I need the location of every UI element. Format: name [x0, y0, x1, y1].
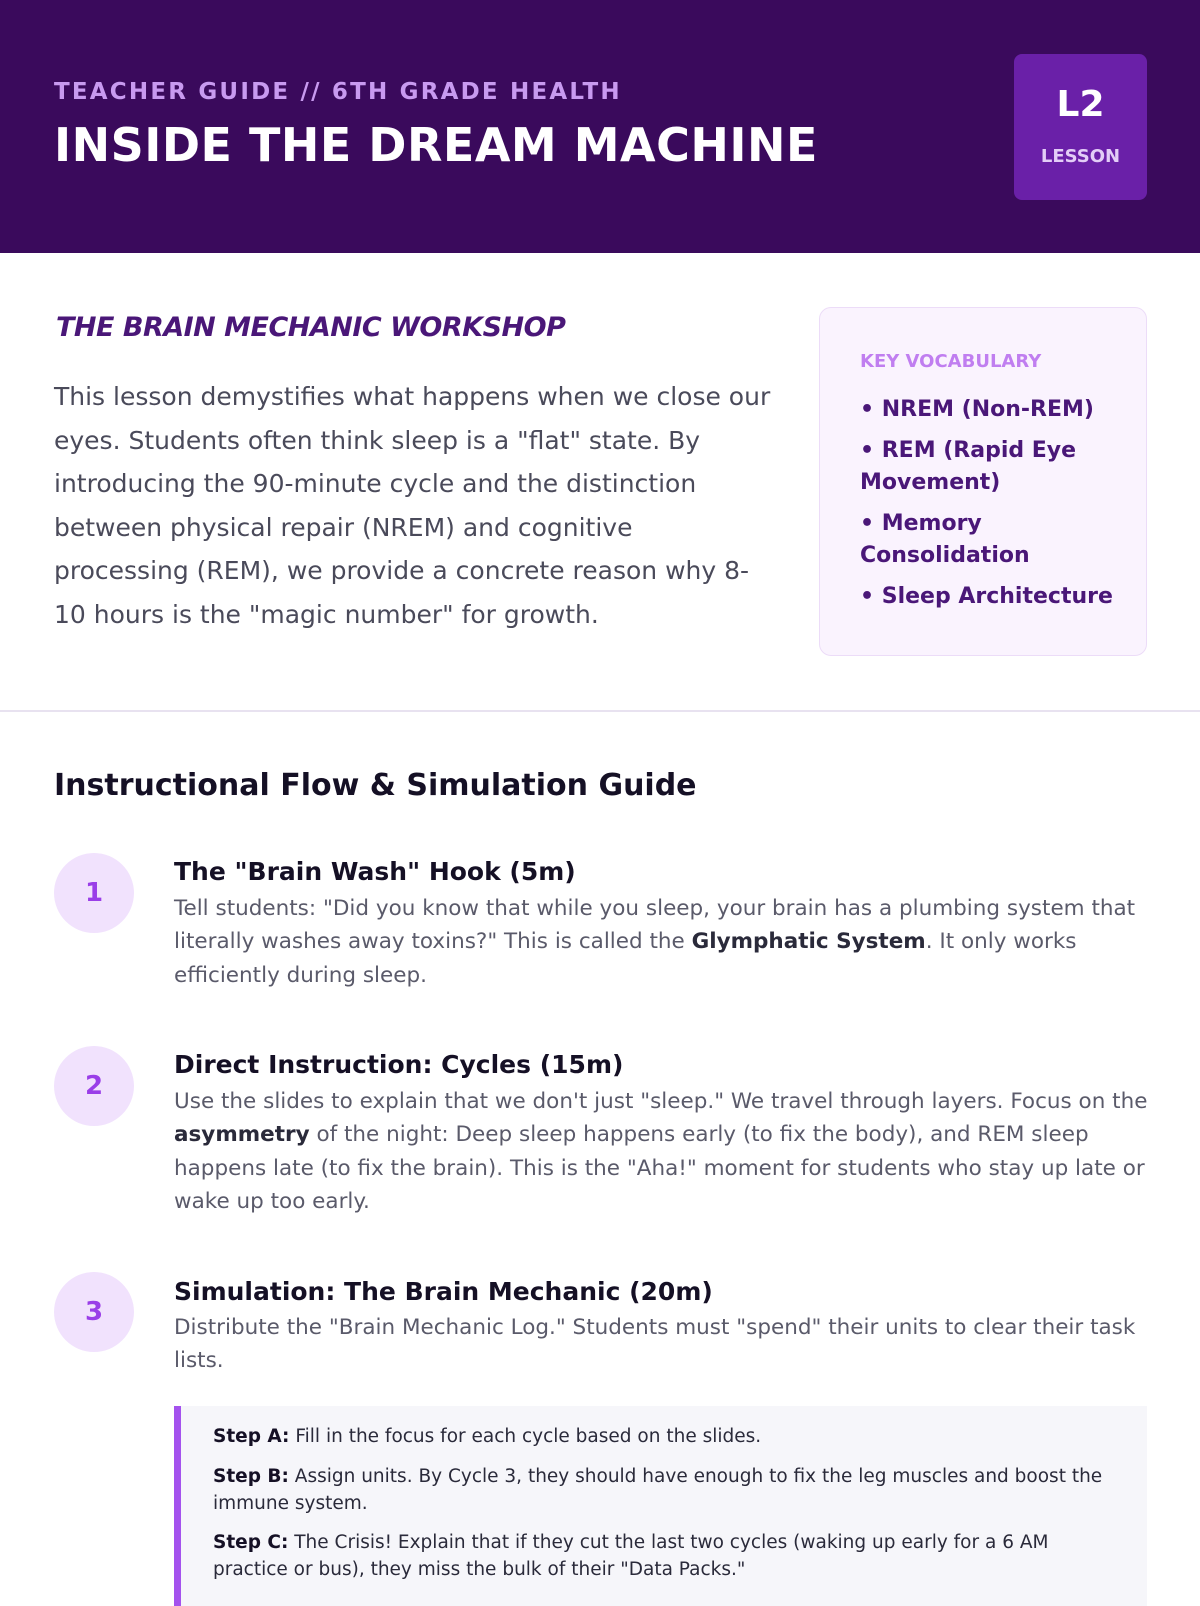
lesson-code: L2: [1056, 84, 1105, 125]
page-header: [0, 0, 1200, 253]
intro-text: This lesson demystifies what happens when we close our eyes. Students often think sleep is a "flat" state. By introducing the 90-minute cycle and the distinction between physical repair (NREM) and cognitive processing (REM), we provide a concrete reason why 8-10 hours is the "magic number" for growth.: [54, 382, 771, 629]
step-title: Direct Instruction: Cycles (15m): [174, 1050, 624, 1079]
step-title: Simulation: The Brain Mechanic (20m): [174, 1277, 713, 1306]
step-number-badge: 1: [54, 853, 134, 933]
step-number-badge: 2: [54, 1046, 134, 1126]
vocab-item: • Sleep Architecture: [860, 583, 1113, 609]
vocab-item: • REM (Rapid Eye Movement): [860, 437, 1077, 495]
substep-c: Step C: The Crisis! Explain that if they cut the last two cycles (waking up early for a 6 AM practice or bus), they miss the bulk of their "Data Packs.": [213, 1532, 1049, 1580]
step-title: The "Brain Wash" Hook (5m): [174, 857, 576, 886]
vocab-list: [860, 394, 1130, 621]
key-term: asymmetry: [174, 1122, 310, 1148]
step-body: Use the slides to explain that we don't just "sleep." We travel through layers. Focus on the asymmetry of the night: Deep sleep happens early (to fix the body), and REM sleep happens late (to fix the brain). This is the "Aha!" moment for students who stay up late or wake up too early.: [174, 1089, 1148, 1214]
step-body: Tell students: "Did you know that while you sleep, your brain has a plumbing system that literally washes away toxins?" This is called the Glymphatic System. It only works efficiently during sleep.: [174, 896, 1136, 988]
intro-heading: THE BRAIN MECHANIC WORKSHOP: [56, 312, 566, 343]
vocab-item: • NREM (Non-REM): [860, 397, 1094, 422]
section-divider: [0, 710, 1200, 712]
page-title: INSIDE THE DREAM MACHINE: [54, 118, 818, 172]
flow-heading: Instructional Flow & Simulation Guide: [54, 768, 697, 803]
lesson-badge: [1014, 54, 1147, 200]
vocab-item: • Memory Consolidation: [860, 510, 1030, 568]
key-vocabulary-card: [819, 307, 1147, 656]
substep-a: Step A: Fill in the focus for each cycle based on the slides.: [213, 1426, 762, 1447]
substep-b: Step B: Assign units. By Cycle 3, they should have enough to fix the leg muscles and boost the immune system.: [213, 1466, 1103, 1514]
vocab-title: KEY VOCABULARY: [860, 351, 1042, 372]
key-term: Glymphatic System: [691, 929, 926, 955]
step-number-badge: 3: [54, 1272, 134, 1352]
guide-eyebrow: TEACHER GUIDE // 6TH GRADE HEALTH: [54, 79, 622, 105]
simulation-steps-box: [174, 1406, 1147, 1606]
step-body: Distribute the "Brain Mechanic Log." Students must "spend" their units to clear their task lists.: [174, 1315, 1136, 1374]
lesson-label: LESSON: [1040, 146, 1121, 167]
